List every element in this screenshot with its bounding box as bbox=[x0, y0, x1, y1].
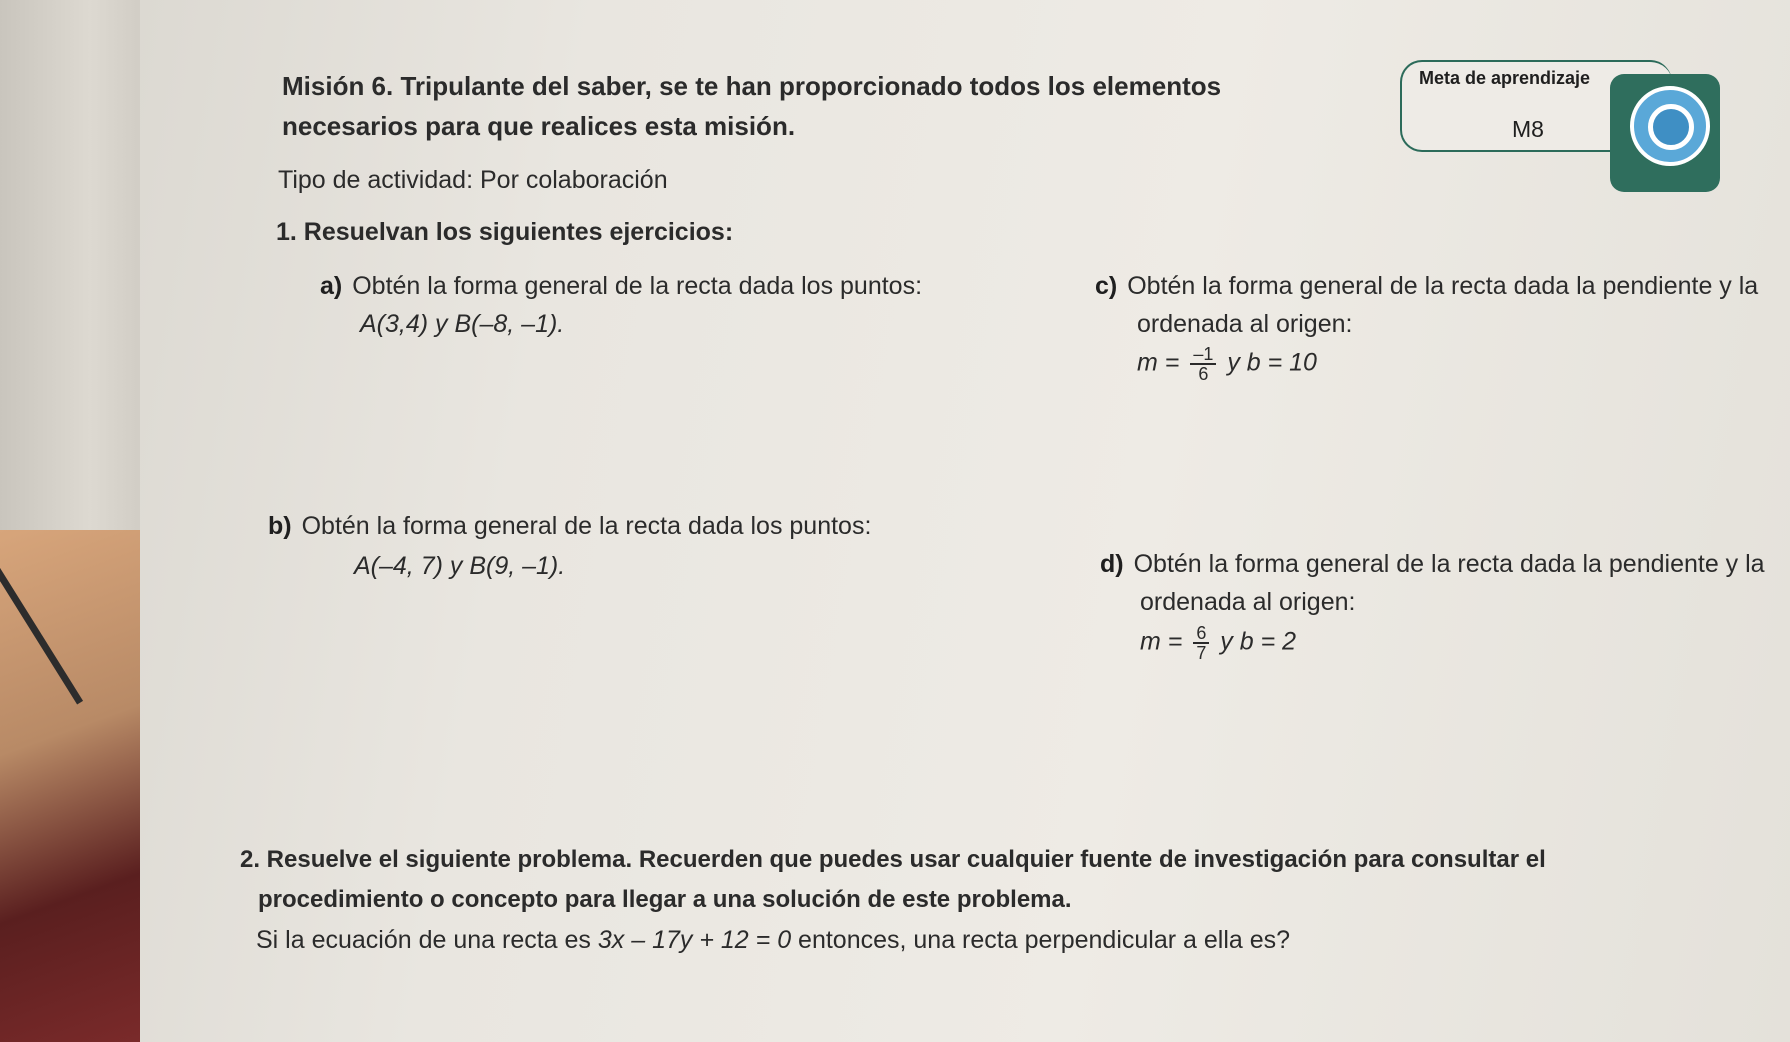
exercise-b-points: A(–4, 7) y B(9, –1). bbox=[354, 552, 566, 580]
exercise-a bbox=[320, 272, 922, 301]
exercise-b-label: b) bbox=[268, 512, 292, 540]
exercise-a-line-1: Obtén la forma general de la recta dada los puntos: bbox=[352, 272, 923, 300]
exercise-d-label: d) bbox=[1100, 550, 1124, 578]
exercise-d-line-2: ordenada al origen: bbox=[1140, 588, 1356, 616]
exercise-d-fraction bbox=[1193, 624, 1209, 662]
learning-goal-code: M8 bbox=[1512, 116, 1544, 142]
mission-line-1: Misión 6. Tripulante del saber, se te han proporcionado todos los elementos bbox=[282, 71, 1222, 101]
exercise-c-label: c) bbox=[1095, 272, 1118, 300]
exercise-c-m: m = bbox=[1137, 348, 1180, 377]
exercise-c-line-2: ordenada al origen: bbox=[1137, 310, 1353, 338]
exercise-c-formula bbox=[1137, 345, 1317, 383]
section-2-equation: 3x – 17y + 12 = 0 bbox=[597, 926, 792, 954]
mission-line-2: necesarios para que realices esta misión. bbox=[282, 111, 796, 141]
activity-value: Por colaboración bbox=[479, 166, 668, 194]
section-2-question bbox=[256, 926, 1290, 955]
exercise-c-numerator: –1 bbox=[1190, 345, 1216, 365]
target-icon bbox=[1630, 86, 1710, 166]
exercise-d-m: m = bbox=[1140, 627, 1183, 656]
exercise-d-numerator: 6 bbox=[1193, 624, 1209, 644]
exercise-a-label: a) bbox=[320, 272, 343, 300]
section-2-question-start: Si la ecuación de una recta es bbox=[256, 926, 591, 954]
exercise-d-b: y b = 2 bbox=[1220, 627, 1297, 656]
exercise-c-denominator: 6 bbox=[1198, 364, 1209, 384]
exercise-b-line-1: Obtén la forma general de la recta dada los puntos: bbox=[301, 512, 872, 540]
exercise-d-denominator: 7 bbox=[1196, 643, 1207, 663]
section-2-line-1: 2. Resuelve el siguiente problema. Recuerden que puedes usar cualquier fuente de investigación para consultar el bbox=[240, 846, 1546, 873]
exercise-d-line-1: Obtén la forma general de la recta dada la pendiente y la bbox=[1133, 550, 1765, 578]
section-2-question-end: entonces, una recta perpendicular a ella es? bbox=[798, 926, 1291, 954]
exercise-c bbox=[1095, 272, 1758, 301]
activity-type bbox=[278, 166, 668, 195]
exercise-d bbox=[1100, 550, 1765, 579]
learning-goal-title: Meta de aprendizaje bbox=[1419, 68, 1591, 88]
exercise-b bbox=[268, 512, 871, 541]
exercise-c-fraction bbox=[1190, 345, 1216, 383]
exercise-c-b: y b = 10 bbox=[1227, 348, 1317, 377]
exercise-c-line-1: Obtén la forma general de la recta dada la pendiente y la bbox=[1127, 272, 1759, 300]
activity-label: Tipo de actividad: bbox=[278, 166, 474, 194]
exercise-d-formula bbox=[1140, 624, 1296, 662]
section-1-title: 1. Resuelvan los siguientes ejercicios: bbox=[276, 218, 734, 246]
worksheet-page bbox=[140, 0, 1790, 1042]
mission-heading bbox=[282, 66, 1221, 146]
section-2-line-2: procedimiento o concepto para llegar a una solución de este problema. bbox=[258, 886, 1072, 913]
exercise-a-points: A(3,4) y B(–8, –1). bbox=[360, 310, 565, 338]
